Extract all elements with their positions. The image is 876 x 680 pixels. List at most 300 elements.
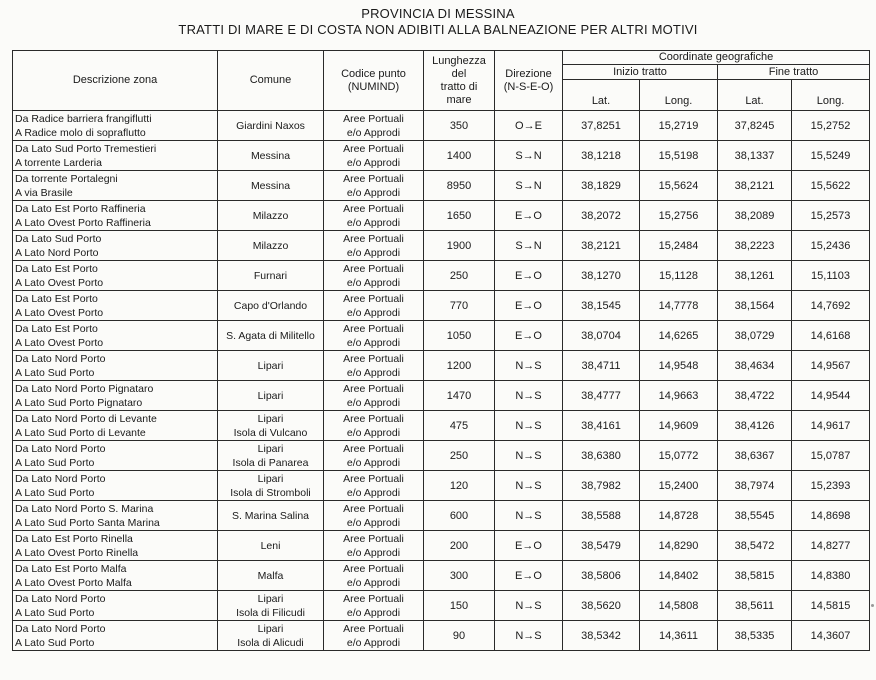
cell-codice	[324, 621, 424, 651]
cell-inizio-lat: 38,5806	[563, 561, 640, 591]
cell-inizio-lat: 38,2072	[563, 201, 640, 231]
descrizione-a: A Lato Ovest Porto	[15, 276, 104, 289]
cell-descrizione	[13, 141, 218, 171]
codice-line1: Aree Portuali	[343, 382, 404, 395]
table-header	[13, 51, 870, 111]
cell-fine-lat: 38,4722	[718, 381, 792, 411]
descrizione-a: A Lato Sud Porto	[15, 456, 95, 469]
cell-direzione: E→O	[495, 531, 563, 561]
descrizione-a: A Lato Nord Porto	[15, 246, 99, 259]
cell-direzione: S→N	[495, 231, 563, 261]
col-lunghezza	[424, 51, 495, 111]
cell-fine-long: 14,6168	[792, 321, 870, 351]
cell-comune	[218, 111, 324, 141]
col-direzione-line2: (N-S-E-O)	[503, 80, 554, 93]
comune-name: Malfa	[257, 569, 284, 582]
descrizione-a: A Lato Ovest Porto	[15, 306, 104, 319]
codice-line1: Aree Portuali	[343, 292, 404, 305]
cell-inizio-long: 14,7778	[640, 291, 718, 321]
cell-inizio-long: 14,9609	[640, 411, 718, 441]
comune-isola: Isola di Filicudi	[236, 606, 305, 619]
codice-line2: e/o Approdi	[346, 156, 401, 169]
comune-name: Messina	[250, 149, 291, 162]
descrizione-a: A Lato Sud Porto di Levante	[15, 426, 146, 439]
descrizione-da: Da Lato Est Porto Raffineria	[15, 202, 146, 215]
table-row	[13, 531, 870, 561]
col-fine-lat: Lat.	[718, 80, 792, 111]
cell-comune	[218, 141, 324, 171]
cell-codice	[324, 381, 424, 411]
cell-comune	[218, 501, 324, 531]
comune-name: Lipari	[257, 359, 284, 372]
codice-line2: e/o Approdi	[346, 306, 401, 319]
cell-fine-long: 14,3607	[792, 621, 870, 651]
cell-lunghezza: 1900	[424, 231, 495, 261]
cell-codice	[324, 591, 424, 621]
cell-fine-lat: 38,7974	[718, 471, 792, 501]
page-subtitle: TRATTI DI MARE E DI COSTA NON ADIBITI ALLA BALNEAZIONE PER ALTRI MOTIVI	[178, 22, 698, 37]
cell-comune	[218, 351, 324, 381]
table-row	[13, 411, 870, 441]
cell-inizio-lat: 38,5479	[563, 531, 640, 561]
col-lunghezza-line1: Lunghezza	[432, 54, 486, 67]
cell-fine-long: 15,0787	[792, 441, 870, 471]
cell-codice	[324, 141, 424, 171]
col-descrizione: Descrizione zona	[13, 51, 218, 111]
descrizione-a: A Lato Sud Porto Pignataro	[15, 396, 143, 409]
cell-codice	[324, 291, 424, 321]
cell-inizio-lat: 38,4777	[563, 381, 640, 411]
comune-isola: Isola di Stromboli	[230, 486, 311, 499]
codice-line1: Aree Portuali	[343, 202, 404, 215]
cell-comune	[218, 171, 324, 201]
cell-inizio-lat: 38,1218	[563, 141, 640, 171]
descrizione-a: A via Brasile	[15, 186, 73, 199]
descrizione-da: Da Lato Est Porto	[15, 292, 98, 305]
descrizione-a: A Lato Sud Porto	[15, 636, 95, 649]
col-fine-long: Long.	[792, 80, 870, 111]
cell-comune	[218, 471, 324, 501]
cell-descrizione	[13, 471, 218, 501]
comune-name: S. Marina Salina	[231, 509, 310, 522]
cell-fine-lat: 38,2089	[718, 201, 792, 231]
cell-inizio-long: 15,0772	[640, 441, 718, 471]
cell-lunghezza: 200	[424, 531, 495, 561]
cell-lunghezza: 1200	[424, 351, 495, 381]
descrizione-a: A Lato Sud Porto Santa Marina	[15, 516, 160, 529]
cell-descrizione	[13, 261, 218, 291]
cell-inizio-long: 14,8728	[640, 501, 718, 531]
cell-direzione: E→O	[495, 321, 563, 351]
descrizione-a: A Radice molo di sopraflutto	[15, 126, 146, 139]
codice-line2: e/o Approdi	[346, 486, 401, 499]
cell-fine-long: 15,2573	[792, 201, 870, 231]
col-inizio: Inizio tratto	[563, 65, 718, 80]
table-row	[13, 501, 870, 531]
cell-descrizione	[13, 321, 218, 351]
cell-lunghezza: 120	[424, 471, 495, 501]
descrizione-a: A Lato Sud Porto	[15, 366, 95, 379]
cell-comune	[218, 591, 324, 621]
codice-line2: e/o Approdi	[346, 636, 401, 649]
cell-codice	[324, 321, 424, 351]
table-row	[13, 201, 870, 231]
cell-descrizione	[13, 351, 218, 381]
comune-name: Lipari	[257, 442, 284, 455]
cell-direzione: E→O	[495, 291, 563, 321]
cell-lunghezza: 250	[424, 261, 495, 291]
cell-lunghezza: 1650	[424, 201, 495, 231]
cell-comune	[218, 621, 324, 651]
cell-direzione: N→S	[495, 501, 563, 531]
descrizione-a: A Lato Ovest Porto	[15, 336, 104, 349]
col-fine: Fine tratto	[718, 65, 870, 80]
scan-speck	[871, 604, 874, 607]
table-row	[13, 561, 870, 591]
codice-line1: Aree Portuali	[343, 412, 404, 425]
cell-descrizione	[13, 591, 218, 621]
cell-descrizione	[13, 201, 218, 231]
cell-descrizione	[13, 381, 218, 411]
col-direzione	[495, 51, 563, 111]
cell-codice	[324, 351, 424, 381]
codice-line1: Aree Portuali	[343, 142, 404, 155]
table-row	[13, 291, 870, 321]
col-lunghezza-line2: del	[451, 67, 467, 80]
cell-lunghezza: 150	[424, 591, 495, 621]
codice-line1: Aree Portuali	[343, 352, 404, 365]
cell-inizio-long: 14,9663	[640, 381, 718, 411]
cell-fine-long: 15,5249	[792, 141, 870, 171]
col-lunghezza-line4: mare	[446, 93, 472, 106]
descrizione-da: Da Lato Nord Porto	[15, 352, 106, 365]
cell-inizio-lat: 38,5342	[563, 621, 640, 651]
descrizione-da: Da Lato Est Porto	[15, 262, 98, 275]
cell-fine-lat: 37,8245	[718, 111, 792, 141]
codice-line1: Aree Portuali	[343, 502, 404, 515]
codice-line2: e/o Approdi	[346, 396, 401, 409]
cell-comune	[218, 261, 324, 291]
cell-lunghezza: 250	[424, 441, 495, 471]
codice-line2: e/o Approdi	[346, 546, 401, 559]
cell-fine-long: 14,7692	[792, 291, 870, 321]
codice-line2: e/o Approdi	[346, 276, 401, 289]
cell-fine-lat: 38,4634	[718, 351, 792, 381]
col-lunghezza-line3: tratto di	[440, 80, 478, 93]
comune-name: Milazzo	[252, 239, 289, 252]
codice-line1: Aree Portuali	[343, 622, 404, 635]
codice-line1: Aree Portuali	[343, 112, 404, 125]
descrizione-a: A torrente Larderia	[15, 156, 102, 169]
cell-fine-lat: 38,2121	[718, 171, 792, 201]
descrizione-da: Da Lato Nord Porto di Levante	[15, 412, 157, 425]
cell-fine-lat: 38,5815	[718, 561, 792, 591]
cell-fine-long: 14,9567	[792, 351, 870, 381]
codice-line1: Aree Portuali	[343, 232, 404, 245]
cell-comune	[218, 411, 324, 441]
descrizione-da: Da Lato Nord Porto	[15, 592, 106, 605]
codice-line2: e/o Approdi	[346, 606, 401, 619]
table-row	[13, 351, 870, 381]
table-row	[13, 621, 870, 651]
cell-codice	[324, 561, 424, 591]
cell-inizio-lat: 38,2121	[563, 231, 640, 261]
cell-inizio-long: 14,8290	[640, 531, 718, 561]
cell-descrizione	[13, 531, 218, 561]
codice-line2: e/o Approdi	[346, 426, 401, 439]
comune-isola: Isola di Vulcano	[233, 426, 308, 439]
cell-comune	[218, 381, 324, 411]
cell-fine-lat: 38,4126	[718, 411, 792, 441]
cell-lunghezza: 1050	[424, 321, 495, 351]
cell-inizio-lat: 38,1545	[563, 291, 640, 321]
cell-lunghezza: 600	[424, 501, 495, 531]
cell-inizio-lat: 38,1270	[563, 261, 640, 291]
codice-line1: Aree Portuali	[343, 472, 404, 485]
coastline-table	[12, 50, 870, 651]
descrizione-a: A Lato Ovest Porto Rinella	[15, 546, 139, 559]
table-row	[13, 261, 870, 291]
cell-comune	[218, 201, 324, 231]
cell-codice	[324, 171, 424, 201]
cell-fine-long: 15,2752	[792, 111, 870, 141]
col-codice-line1: Codice punto	[341, 67, 406, 80]
cell-comune	[218, 291, 324, 321]
cell-lunghezza: 90	[424, 621, 495, 651]
cell-fine-lat: 38,5472	[718, 531, 792, 561]
cell-descrizione	[13, 231, 218, 261]
cell-fine-lat: 38,1337	[718, 141, 792, 171]
cell-inizio-lat: 38,5620	[563, 591, 640, 621]
comune-isola: Isola di Panarea	[232, 456, 309, 469]
table-row	[13, 231, 870, 261]
codice-line1: Aree Portuali	[343, 322, 404, 335]
cell-codice	[324, 231, 424, 261]
cell-codice	[324, 441, 424, 471]
codice-line1: Aree Portuali	[343, 172, 404, 185]
cell-inizio-lat: 38,5588	[563, 501, 640, 531]
cell-direzione: S→N	[495, 141, 563, 171]
col-inizio-lat: Lat.	[563, 80, 640, 111]
cell-fine-long: 14,9617	[792, 411, 870, 441]
table-row	[13, 171, 870, 201]
codice-line2: e/o Approdi	[346, 576, 401, 589]
cell-inizio-long: 15,5198	[640, 141, 718, 171]
cell-fine-lat: 38,1261	[718, 261, 792, 291]
cell-fine-long: 14,5815	[792, 591, 870, 621]
cell-fine-lat: 38,0729	[718, 321, 792, 351]
table-row	[13, 141, 870, 171]
comune-name: Lipari	[257, 389, 284, 402]
cell-codice	[324, 111, 424, 141]
descrizione-da: Da Lato Est Porto	[15, 322, 98, 335]
codice-line2: e/o Approdi	[346, 216, 401, 229]
cell-direzione: E→O	[495, 561, 563, 591]
cell-descrizione	[13, 291, 218, 321]
col-coordinate: Coordinate geografiche	[563, 51, 870, 65]
descrizione-a: A Lato Sud Porto	[15, 606, 95, 619]
cell-direzione: N→S	[495, 381, 563, 411]
codice-line1: Aree Portuali	[343, 592, 404, 605]
codice-line2: e/o Approdi	[346, 126, 401, 139]
cell-fine-long: 14,8277	[792, 531, 870, 561]
cell-descrizione	[13, 501, 218, 531]
comune-name: Milazzo	[252, 209, 289, 222]
cell-inizio-long: 14,3611	[640, 621, 718, 651]
col-direzione-line1: Direzione	[505, 67, 552, 80]
comune-name: Lipari	[257, 412, 284, 425]
cell-inizio-long: 15,1128	[640, 261, 718, 291]
cell-descrizione	[13, 411, 218, 441]
cell-fine-lat: 38,5611	[718, 591, 792, 621]
descrizione-a: A Lato Sud Porto	[15, 486, 95, 499]
descrizione-da: Da torrente Portalegni	[15, 172, 118, 185]
table-body	[13, 111, 870, 651]
comune-name: S. Agata di Militello	[226, 329, 315, 342]
descrizione-da: Da Lato Nord Porto	[15, 472, 106, 485]
comune-isola: Isola di Alicudi	[237, 636, 304, 649]
cell-codice	[324, 411, 424, 441]
codice-line1: Aree Portuali	[343, 562, 404, 575]
table-row	[13, 321, 870, 351]
descrizione-da: Da Lato Nord Porto Pignataro	[15, 382, 154, 395]
comune-name: Messina	[250, 179, 291, 192]
cell-comune	[218, 531, 324, 561]
cell-inizio-long: 15,2484	[640, 231, 718, 261]
descrizione-da: Da Lato Sud Porto	[15, 232, 102, 245]
cell-fine-lat: 38,5545	[718, 501, 792, 531]
cell-fine-long: 14,8698	[792, 501, 870, 531]
cell-direzione: N→S	[495, 621, 563, 651]
cell-inizio-lat: 37,8251	[563, 111, 640, 141]
cell-descrizione	[13, 561, 218, 591]
descrizione-da: Da Lato Sud Porto Tremestieri	[15, 142, 157, 155]
cell-inizio-lat: 38,1829	[563, 171, 640, 201]
cell-comune	[218, 441, 324, 471]
cell-inizio-long: 14,5808	[640, 591, 718, 621]
cell-codice	[324, 471, 424, 501]
descrizione-da: Da Lato Est Porto Rinella	[15, 532, 133, 545]
cell-fine-lat: 38,1564	[718, 291, 792, 321]
cell-direzione: E→O	[495, 201, 563, 231]
codice-line2: e/o Approdi	[346, 246, 401, 259]
cell-inizio-lat: 38,6380	[563, 441, 640, 471]
codice-line2: e/o Approdi	[346, 516, 401, 529]
cell-fine-long: 14,9544	[792, 381, 870, 411]
cell-fine-long: 15,2393	[792, 471, 870, 501]
cell-inizio-long: 15,2719	[640, 111, 718, 141]
table-row	[13, 591, 870, 621]
descrizione-da: Da Lato Nord Porto S. Marina	[15, 502, 154, 515]
cell-codice	[324, 201, 424, 231]
col-codice-line2: (NUMIND)	[347, 80, 400, 93]
cell-codice	[324, 531, 424, 561]
codice-line2: e/o Approdi	[346, 186, 401, 199]
cell-codice	[324, 261, 424, 291]
cell-lunghezza: 1400	[424, 141, 495, 171]
descrizione-a: A Lato Ovest Porto Raffineria	[15, 216, 151, 229]
cell-lunghezza: 475	[424, 411, 495, 441]
descrizione-da: Da Lato Nord Porto	[15, 442, 106, 455]
cell-inizio-lat: 38,4161	[563, 411, 640, 441]
cell-inizio-lat: 38,0704	[563, 321, 640, 351]
cell-direzione: S→N	[495, 171, 563, 201]
cell-inizio-long: 15,2756	[640, 201, 718, 231]
col-comune: Comune	[218, 51, 324, 111]
cell-inizio-lat: 38,7982	[563, 471, 640, 501]
cell-fine-lat: 38,2223	[718, 231, 792, 261]
comune-name: Furnari	[253, 269, 288, 282]
cell-fine-long: 15,1103	[792, 261, 870, 291]
cell-direzione: N→S	[495, 591, 563, 621]
cell-fine-lat: 38,5335	[718, 621, 792, 651]
cell-direzione: N→S	[495, 411, 563, 441]
cell-fine-long: 15,5622	[792, 171, 870, 201]
cell-fine-long: 14,8380	[792, 561, 870, 591]
cell-descrizione	[13, 621, 218, 651]
descrizione-a: A Lato Ovest Porto Malfa	[15, 576, 132, 589]
page-title: PROVINCIA DI MESSINA	[361, 6, 515, 21]
codice-line2: e/o Approdi	[346, 336, 401, 349]
cell-inizio-long: 14,9548	[640, 351, 718, 381]
comune-name: Lipari	[257, 472, 284, 485]
cell-lunghezza: 770	[424, 291, 495, 321]
codice-line1: Aree Portuali	[343, 442, 404, 455]
codice-line1: Aree Portuali	[343, 262, 404, 275]
cell-direzione: O→E	[495, 111, 563, 141]
cell-lunghezza: 8950	[424, 171, 495, 201]
table-row	[13, 381, 870, 411]
cell-inizio-long: 14,6265	[640, 321, 718, 351]
codice-line2: e/o Approdi	[346, 456, 401, 469]
cell-comune	[218, 231, 324, 261]
cell-fine-long: 15,2436	[792, 231, 870, 261]
codice-line2: e/o Approdi	[346, 366, 401, 379]
codice-line1: Aree Portuali	[343, 532, 404, 545]
cell-comune	[218, 321, 324, 351]
cell-direzione: N→S	[495, 351, 563, 381]
cell-fine-lat: 38,6367	[718, 441, 792, 471]
cell-direzione: N→S	[495, 471, 563, 501]
cell-descrizione	[13, 171, 218, 201]
col-inizio-long: Long.	[640, 80, 718, 111]
cell-inizio-long: 14,8402	[640, 561, 718, 591]
descrizione-da: Da Lato Est Porto Malfa	[15, 562, 127, 575]
cell-descrizione	[13, 441, 218, 471]
cell-direzione: E→O	[495, 261, 563, 291]
comune-name: Lipari	[257, 622, 284, 635]
table-row	[13, 111, 870, 141]
cell-lunghezza: 1470	[424, 381, 495, 411]
col-codice	[324, 51, 424, 111]
cell-lunghezza: 300	[424, 561, 495, 591]
cell-inizio-long: 15,5624	[640, 171, 718, 201]
comune-name: Capo d'Orlando	[233, 299, 308, 312]
cell-descrizione	[13, 111, 218, 141]
comune-name: Leni	[260, 539, 281, 552]
cell-lunghezza: 350	[424, 111, 495, 141]
cell-direzione: N→S	[495, 441, 563, 471]
cell-comune	[218, 561, 324, 591]
table-row	[13, 441, 870, 471]
comune-name: Lipari	[257, 592, 284, 605]
descrizione-da: Da Lato Nord Porto	[15, 622, 106, 635]
table-row	[13, 471, 870, 501]
descrizione-da: Da Radice barriera frangiflutti	[15, 112, 152, 125]
comune-name: Giardini Naxos	[236, 119, 305, 132]
cell-inizio-long: 15,2400	[640, 471, 718, 501]
cell-codice	[324, 501, 424, 531]
